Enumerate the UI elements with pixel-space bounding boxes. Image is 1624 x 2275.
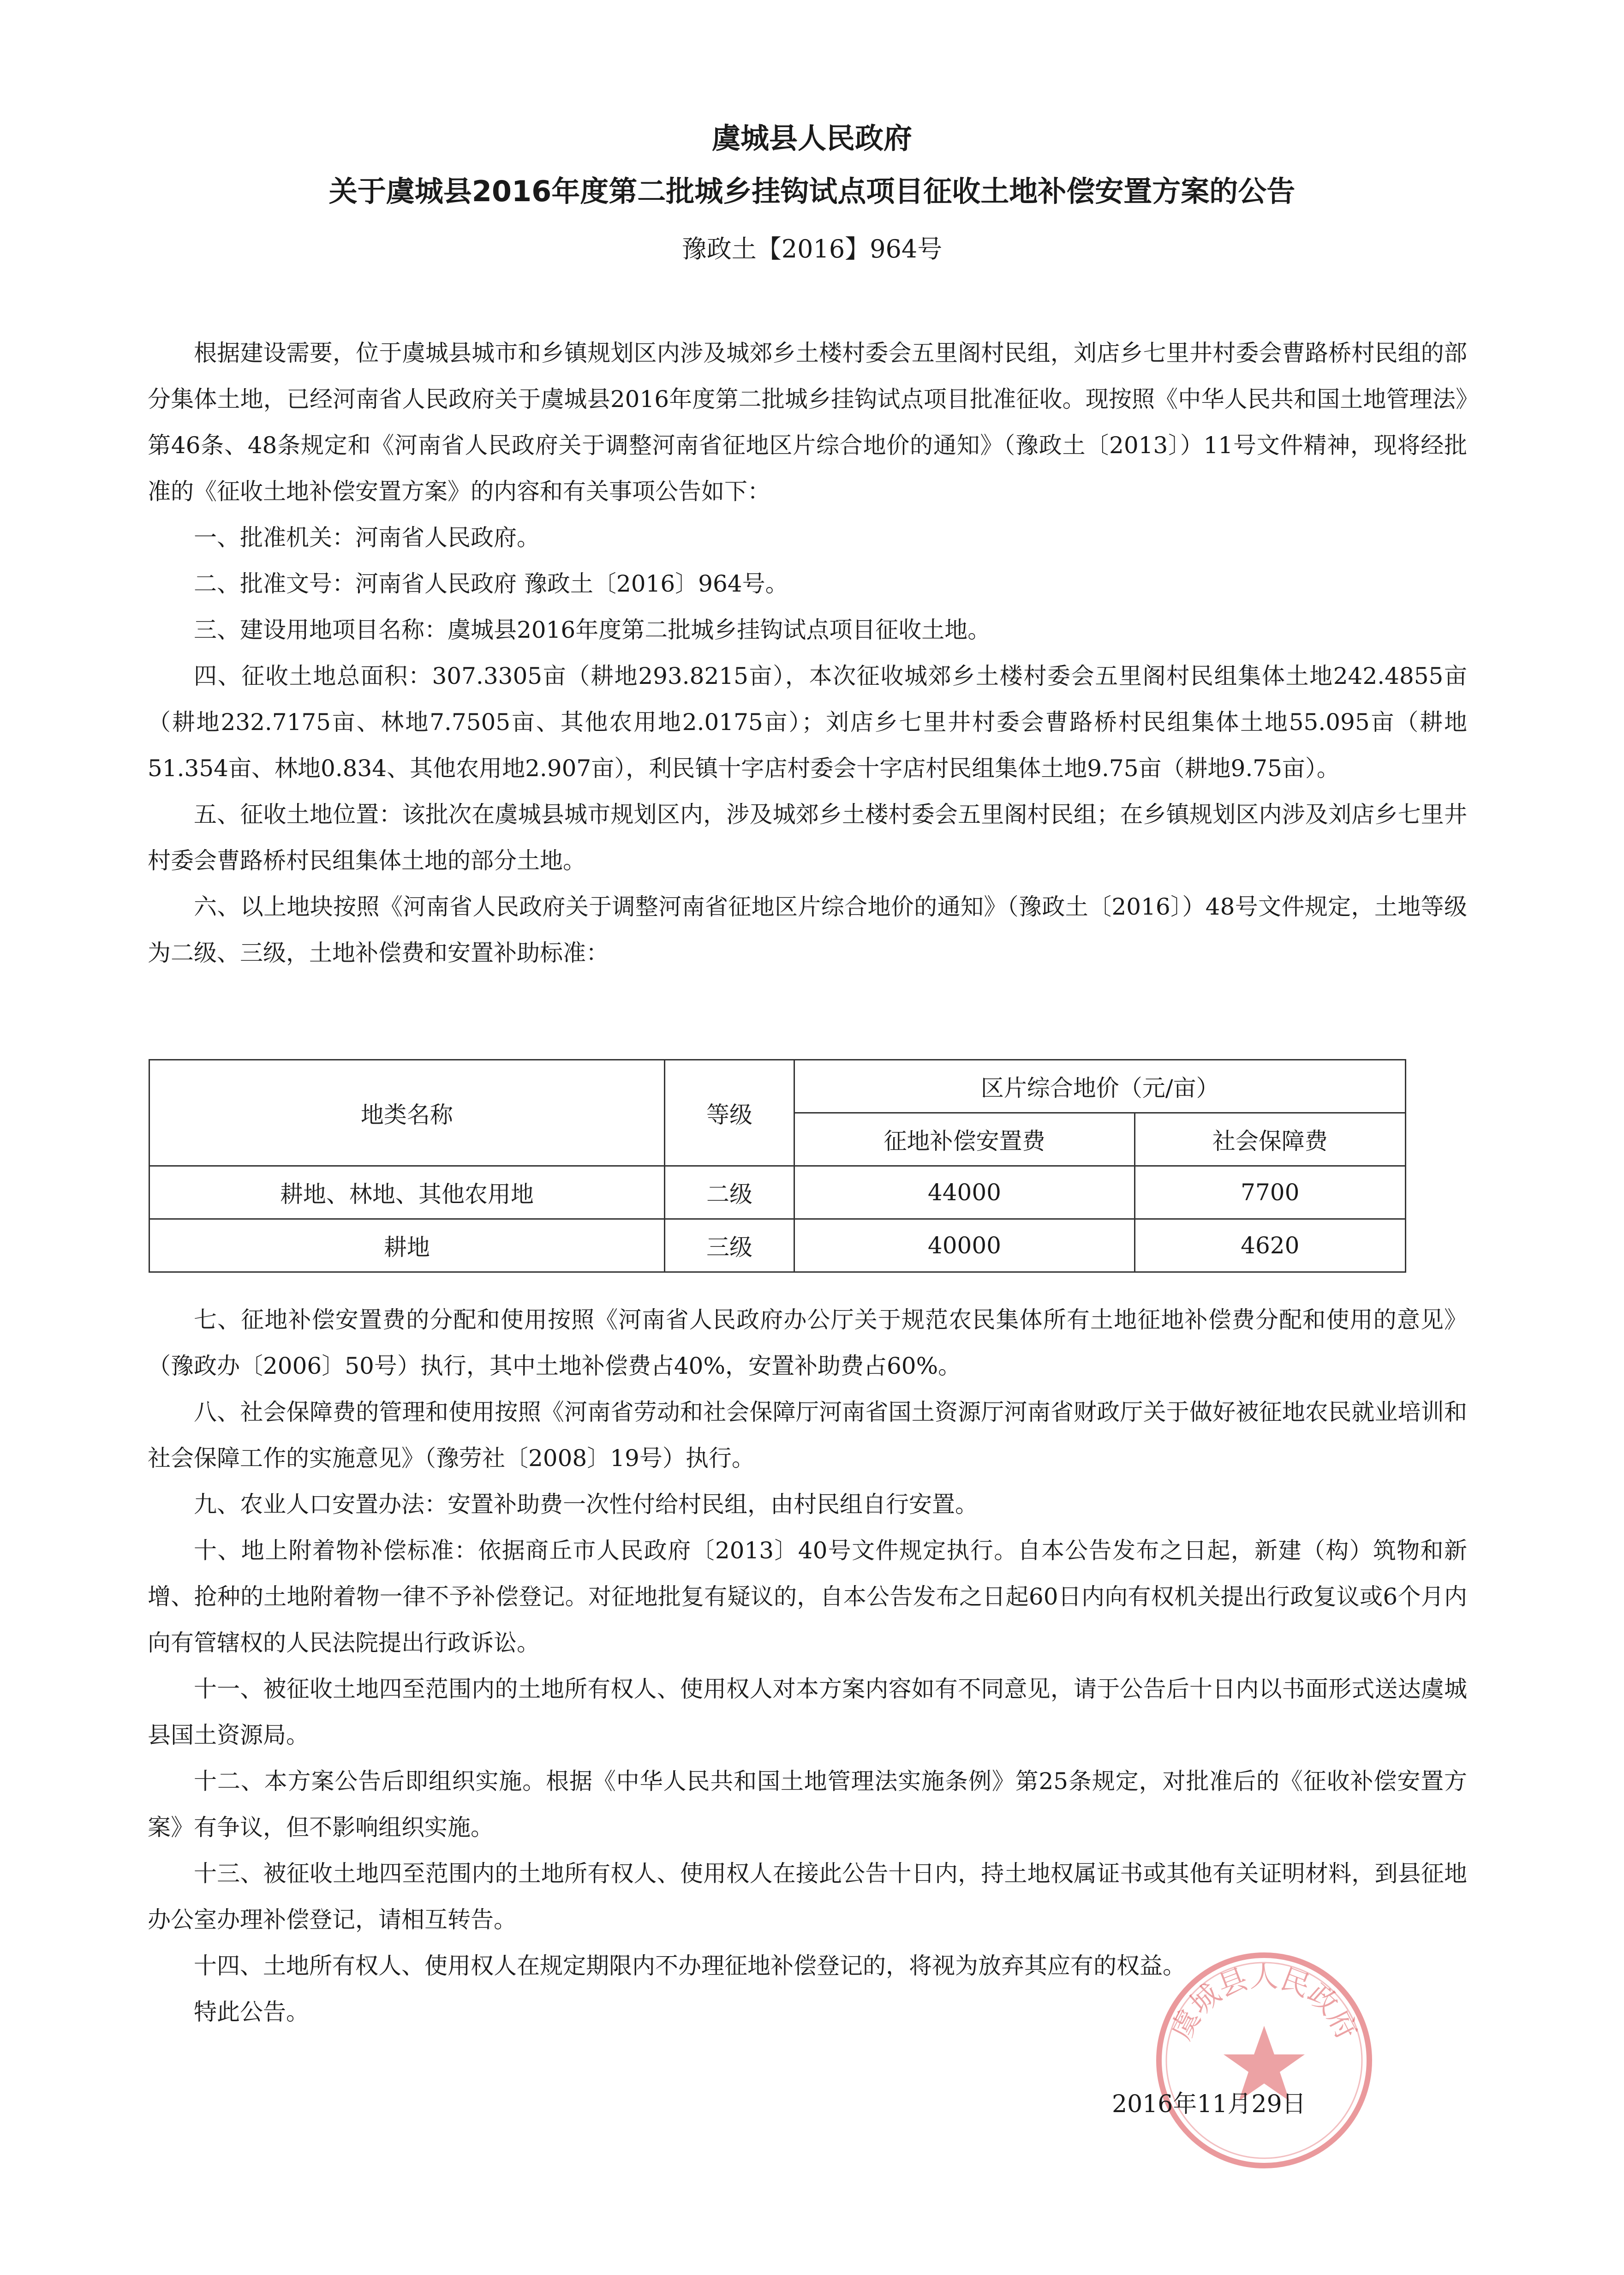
header-grade: 等级 — [664, 1060, 794, 1166]
issuer-title: 虞城县人民政府 — [711, 121, 912, 155]
item-2-approval-number: 二、批准文号：河南省人民政府 豫政土〔2016〕964号。 — [194, 570, 788, 597]
table-row — [149, 1219, 1406, 1272]
item-1-approval-authority: 一、批准机关：河南省人民政府。 — [194, 524, 540, 551]
item-4-total-area: 四、征收土地总面积：307.3305亩（耕地293.8215亩），本次征收城郊乡土楼村委会五里阁村民组集体土地242.4855亩（耕地232.7175亩、林地7.7505亩、其他农用地2.0175亩）；刘店乡七里井村委会曹路桥村民组集体土地55.095亩（耕地51.354亩、林地0.834、其他农用地2.907亩），利民镇十字店村委会十字店村民组集体土地9.75亩（耕地9.75亩）。 — [148, 663, 1467, 782]
cell-land-type: 耕地、林地、其他农用地 — [149, 1166, 665, 1219]
item-5-location: 五、征收土地位置：该批次在虞城县城市规划区内，涉及城郊乡土楼村委会五里阁村民组；在乡镇规划区内涉及刘店乡七里井村委会曹路桥村民组集体土地的部分土地。 — [148, 801, 1467, 874]
item-9-resettlement: 九、农业人口安置办法：安置补助费一次性付给村民组，由村民组自行安置。 — [194, 1491, 978, 1518]
body-section-bottom — [148, 1297, 1467, 2035]
cell-grade: 二级 — [664, 1166, 794, 1219]
official-seal — [1149, 1945, 1379, 2176]
item-3-project-name: 三、建设用地项目名称：虞城县2016年度第二批城乡挂钩试点项目征收土地。 — [194, 617, 991, 643]
cell-social-security: 7700 — [1134, 1166, 1405, 1219]
issue-date: 2016年11月29日 — [1112, 2090, 1306, 2118]
table-header-row — [149, 1060, 1406, 1113]
item-11-objections: 十一、被征收土地四至范围内的土地所有权人、使用权人对本方案内容如有不同意见，请于公告后十日内以书面形式送达虞城县国土资源局。 — [148, 1676, 1467, 1748]
cell-land-type: 耕地 — [149, 1219, 665, 1272]
header-land-type: 地类名称 — [149, 1060, 665, 1166]
item-14-waiver: 十四、土地所有权人、使用权人在规定期限内不办理征地补偿登记的，将视为放弃其应有的权益。 — [194, 1952, 1186, 1979]
cell-compensation: 40000 — [794, 1219, 1134, 1272]
cell-grade: 三级 — [664, 1219, 794, 1272]
table-row — [149, 1166, 1406, 1219]
cell-compensation: 44000 — [794, 1166, 1134, 1219]
compensation-standard-table — [149, 1059, 1406, 1273]
cell-social-security: 4620 — [1134, 1219, 1405, 1272]
closing-statement: 特此公告。 — [194, 1999, 309, 2025]
header-compensation: 征地补偿安置费 — [794, 1113, 1134, 1166]
intro-paragraph: 根据建设需要，位于虞城县城市和乡镇规划区内涉及城郊乡土楼村委会五里阁村民组，刘店乡七里井村委会曹路桥村民组的部分集体土地，已经河南省人民政府关于虞城县2016年度第二批城乡挂钩试点项目批准征收。现按照《中华人民共和国土地管理法》第46条、48条规定和《河南省人民政府关于调整河南省征地区片综合地价的通知》（豫政土〔2013〕）11号文件精神，现将经批准的《征收土地补偿安置方案》的内容和有关事项公告如下： — [148, 340, 1467, 505]
item-13-registration: 十三、被征收土地四至范围内的土地所有权人、使用权人在接此公告十日内，持土地权属证书或其他有关证明材料，到县征地办公室办理补偿登记，请相互转告。 — [148, 1860, 1467, 1933]
item-8-social-security: 八、社会保障费的管理和使用按照《河南省劳动和社会保障厅河南省国土资源厅河南省财政厅关于做好被征地农民就业培训和社会保障工作的实施意见》（豫劳社〔2008〕19号）执行。 — [148, 1399, 1467, 1472]
header-social-security: 社会保障费 — [1134, 1113, 1405, 1166]
item-6-standards: 六、以上地块按照《河南省人民政府关于调整河南省征地区片综合地价的通知》（豫政土〔2016〕）48号文件规定，土地等级为二级、三级，土地补偿费和安置补助标准： — [148, 893, 1467, 966]
item-10-attachments: 十、地上附着物补偿标准：依据商丘市人民政府〔2013〕40号文件规定执行。自本公告发布之日起，新建（构）筑物和新增、抢种的土地附着物一律不予补偿登记。对征地批复有疑议的，自本公告发布之日起60日内向有权机关提出行政复议或6个月内向有管辖权的人民法院提出行政诉讼。 — [148, 1537, 1467, 1656]
document-number: 豫政土【2016】964号 — [681, 234, 943, 263]
header-price-group: 区片综合地价（元/亩） — [794, 1060, 1406, 1113]
item-7-allocation: 七、征地补偿安置费的分配和使用按照《河南省人民政府办公厅关于规范农民集体所有土地征地补偿费分配和使用的意见》（豫政办〔2006〕50号）执行，其中土地补偿费占40%，安置补助费占60%。 — [148, 1306, 1467, 1379]
seal-text: 虞城县人民政府 — [1164, 1960, 1364, 2045]
body-section-top — [148, 330, 1467, 976]
notice-title: 关于虞城县2016年度第二批城乡挂钩试点项目征收土地补偿安置方案的公告 — [328, 174, 1296, 208]
item-12-implementation: 十二、本方案公告后即组织实施。根据《中华人民共和国土地管理法实施条例》第25条规定，对批准后的《征收补偿安置方案》有争议，但不影响组织实施。 — [148, 1768, 1467, 1841]
